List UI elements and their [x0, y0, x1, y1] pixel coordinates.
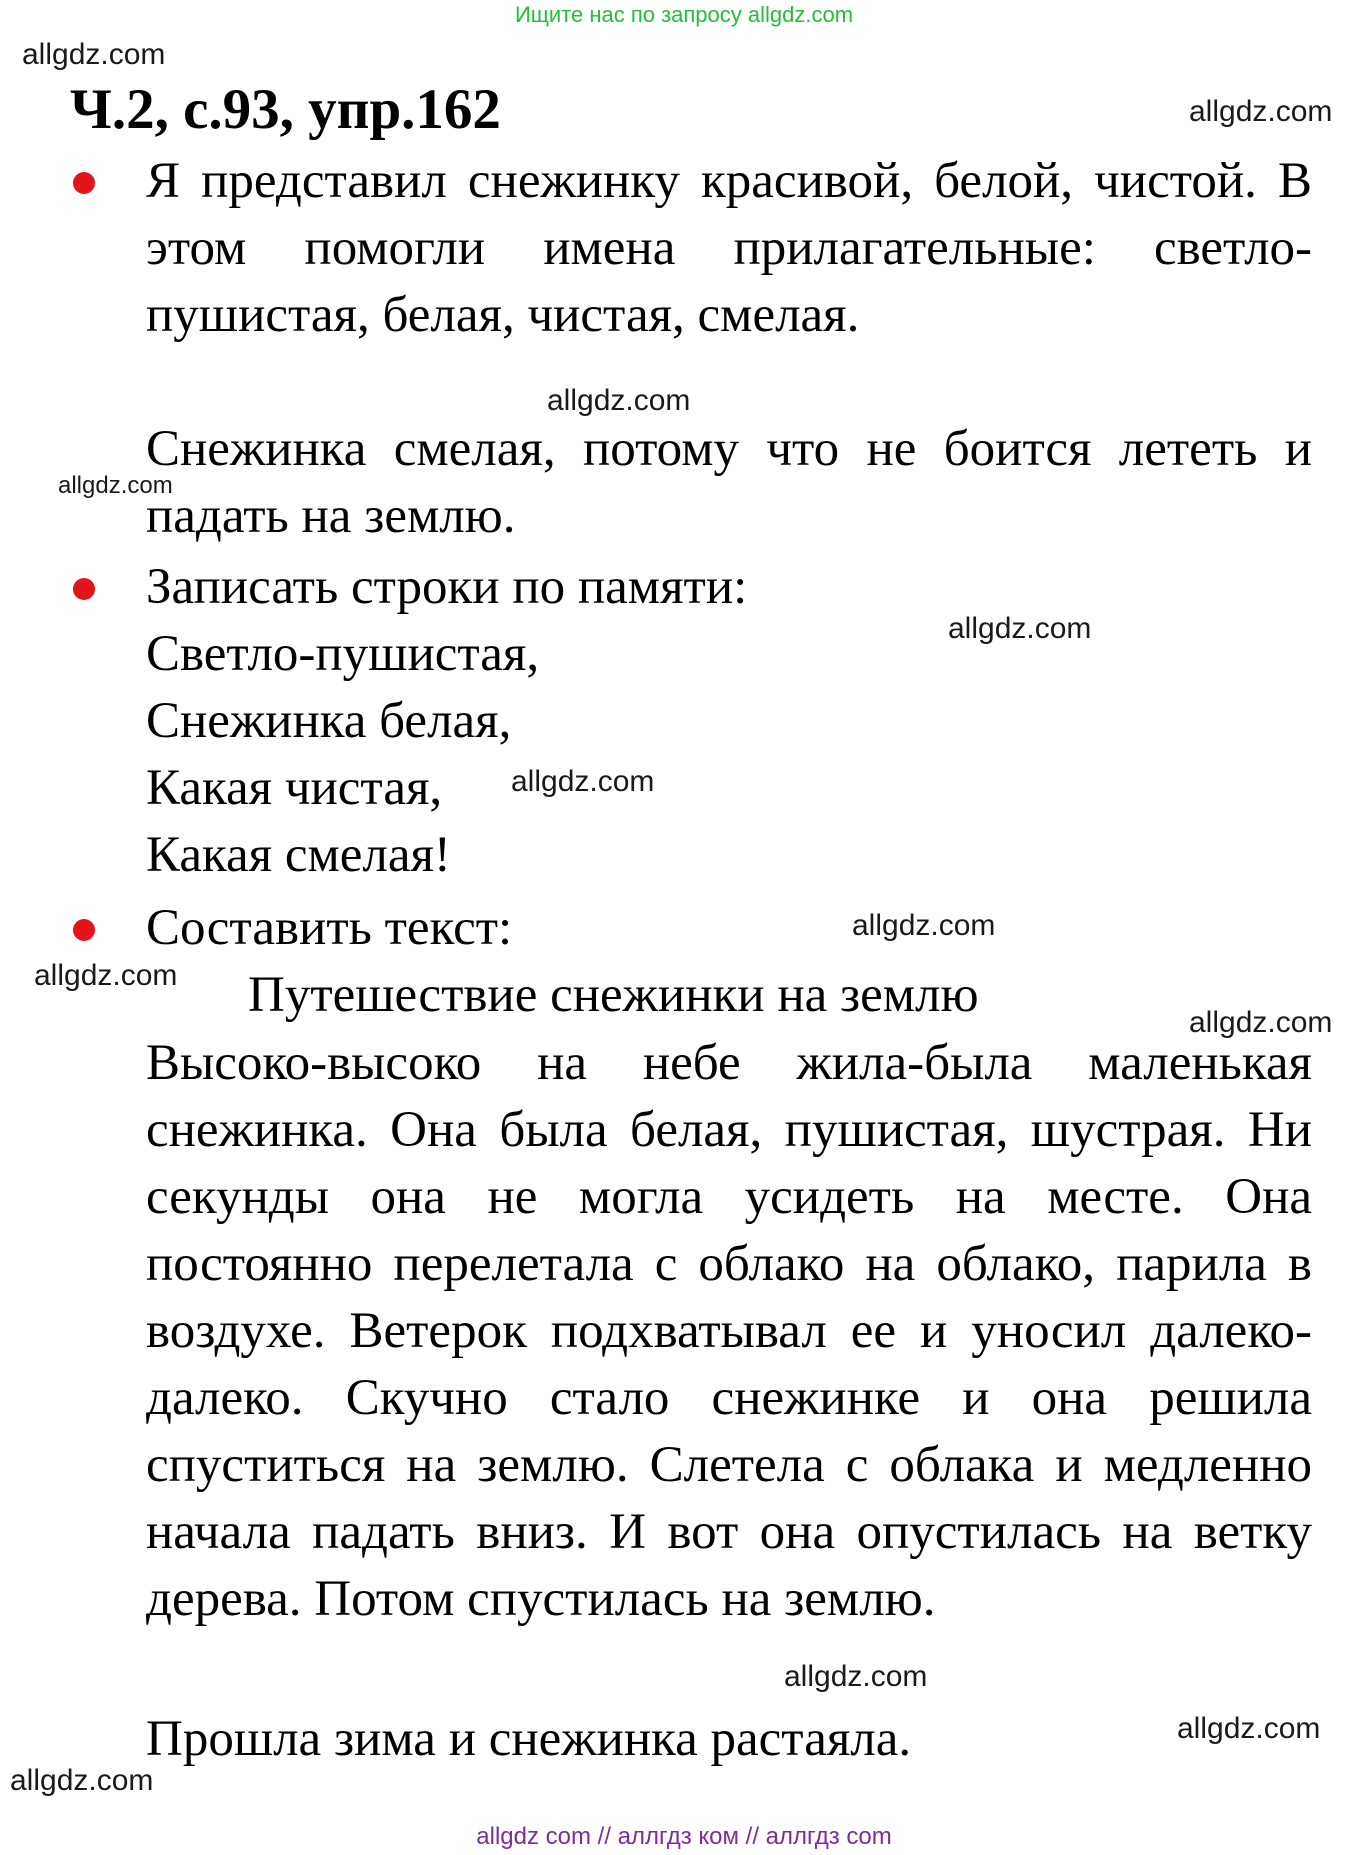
footer: allgdz com // аллгдз ком // аллгдз com — [476, 1823, 892, 1850]
bullet-icon — [73, 919, 95, 941]
watermark: allgdz.com — [58, 472, 173, 499]
watermark: allgdz.com — [34, 959, 178, 992]
watermark: allgdz.com — [1177, 1712, 1321, 1745]
story-text: Высоко-высоко на небе жила-была маленькая снежинка. Она была белая, пушистая, шустрая. Ни секунды она не могла усидеть на месте. Она постоянно перелетала с облако на облако, парила в воздухе. Ветерок подхватывал ее и уносил далеко-далеко. Скучно стало снежинке и она решила спуститься на землю. Слетела с облака и медленно начала падать вниз. И вот она опустилась на ветку дерева. Потом спустилась на землю. — [146, 1035, 1312, 1627]
poem-line: Какая чистая, — [146, 760, 443, 816]
watermark: allgdz.com — [852, 909, 996, 942]
poem-line: Снежинка белая, — [146, 693, 512, 749]
story-title: Путешествие снежинки на землю — [248, 967, 979, 1023]
bullet-icon — [73, 578, 95, 600]
section1-para1: Я представил снежинку красивой, белой, чистой. В этом помогли имена прилагательные: светло-пушистая, белая, чистая, смелая. — [146, 153, 1312, 343]
watermark: allgdz.com — [1189, 95, 1333, 128]
section2-heading: Записать строки по памяти: — [146, 559, 748, 615]
watermark: allgdz.com — [547, 384, 691, 417]
section1-para2: Снежинка смелая, потому что не боится лететь и падать на землю. — [146, 421, 1312, 544]
bullet-icon — [73, 172, 95, 194]
story-ending: Прошла зима и снежинка растаяла. — [146, 1711, 912, 1767]
section3-heading: Составить текст: — [146, 900, 513, 956]
watermark: allgdz.com — [784, 1660, 928, 1693]
page-title: Ч.2, с.93, упр.162 — [70, 78, 501, 141]
top-banner: Ищите нас по запросу allgdz.com — [514, 2, 854, 27]
section2 — [146, 554, 1312, 889]
watermark: allgdz.com — [948, 612, 1092, 645]
watermark: allgdz.com — [1189, 1006, 1333, 1039]
poem-line: Какая смелая! — [146, 827, 451, 883]
watermark: allgdz.com — [511, 765, 655, 798]
watermark: allgdz.com — [10, 1764, 154, 1797]
poem-line: Светло-пушистая, — [146, 626, 540, 682]
watermark: allgdz.com — [22, 38, 166, 71]
